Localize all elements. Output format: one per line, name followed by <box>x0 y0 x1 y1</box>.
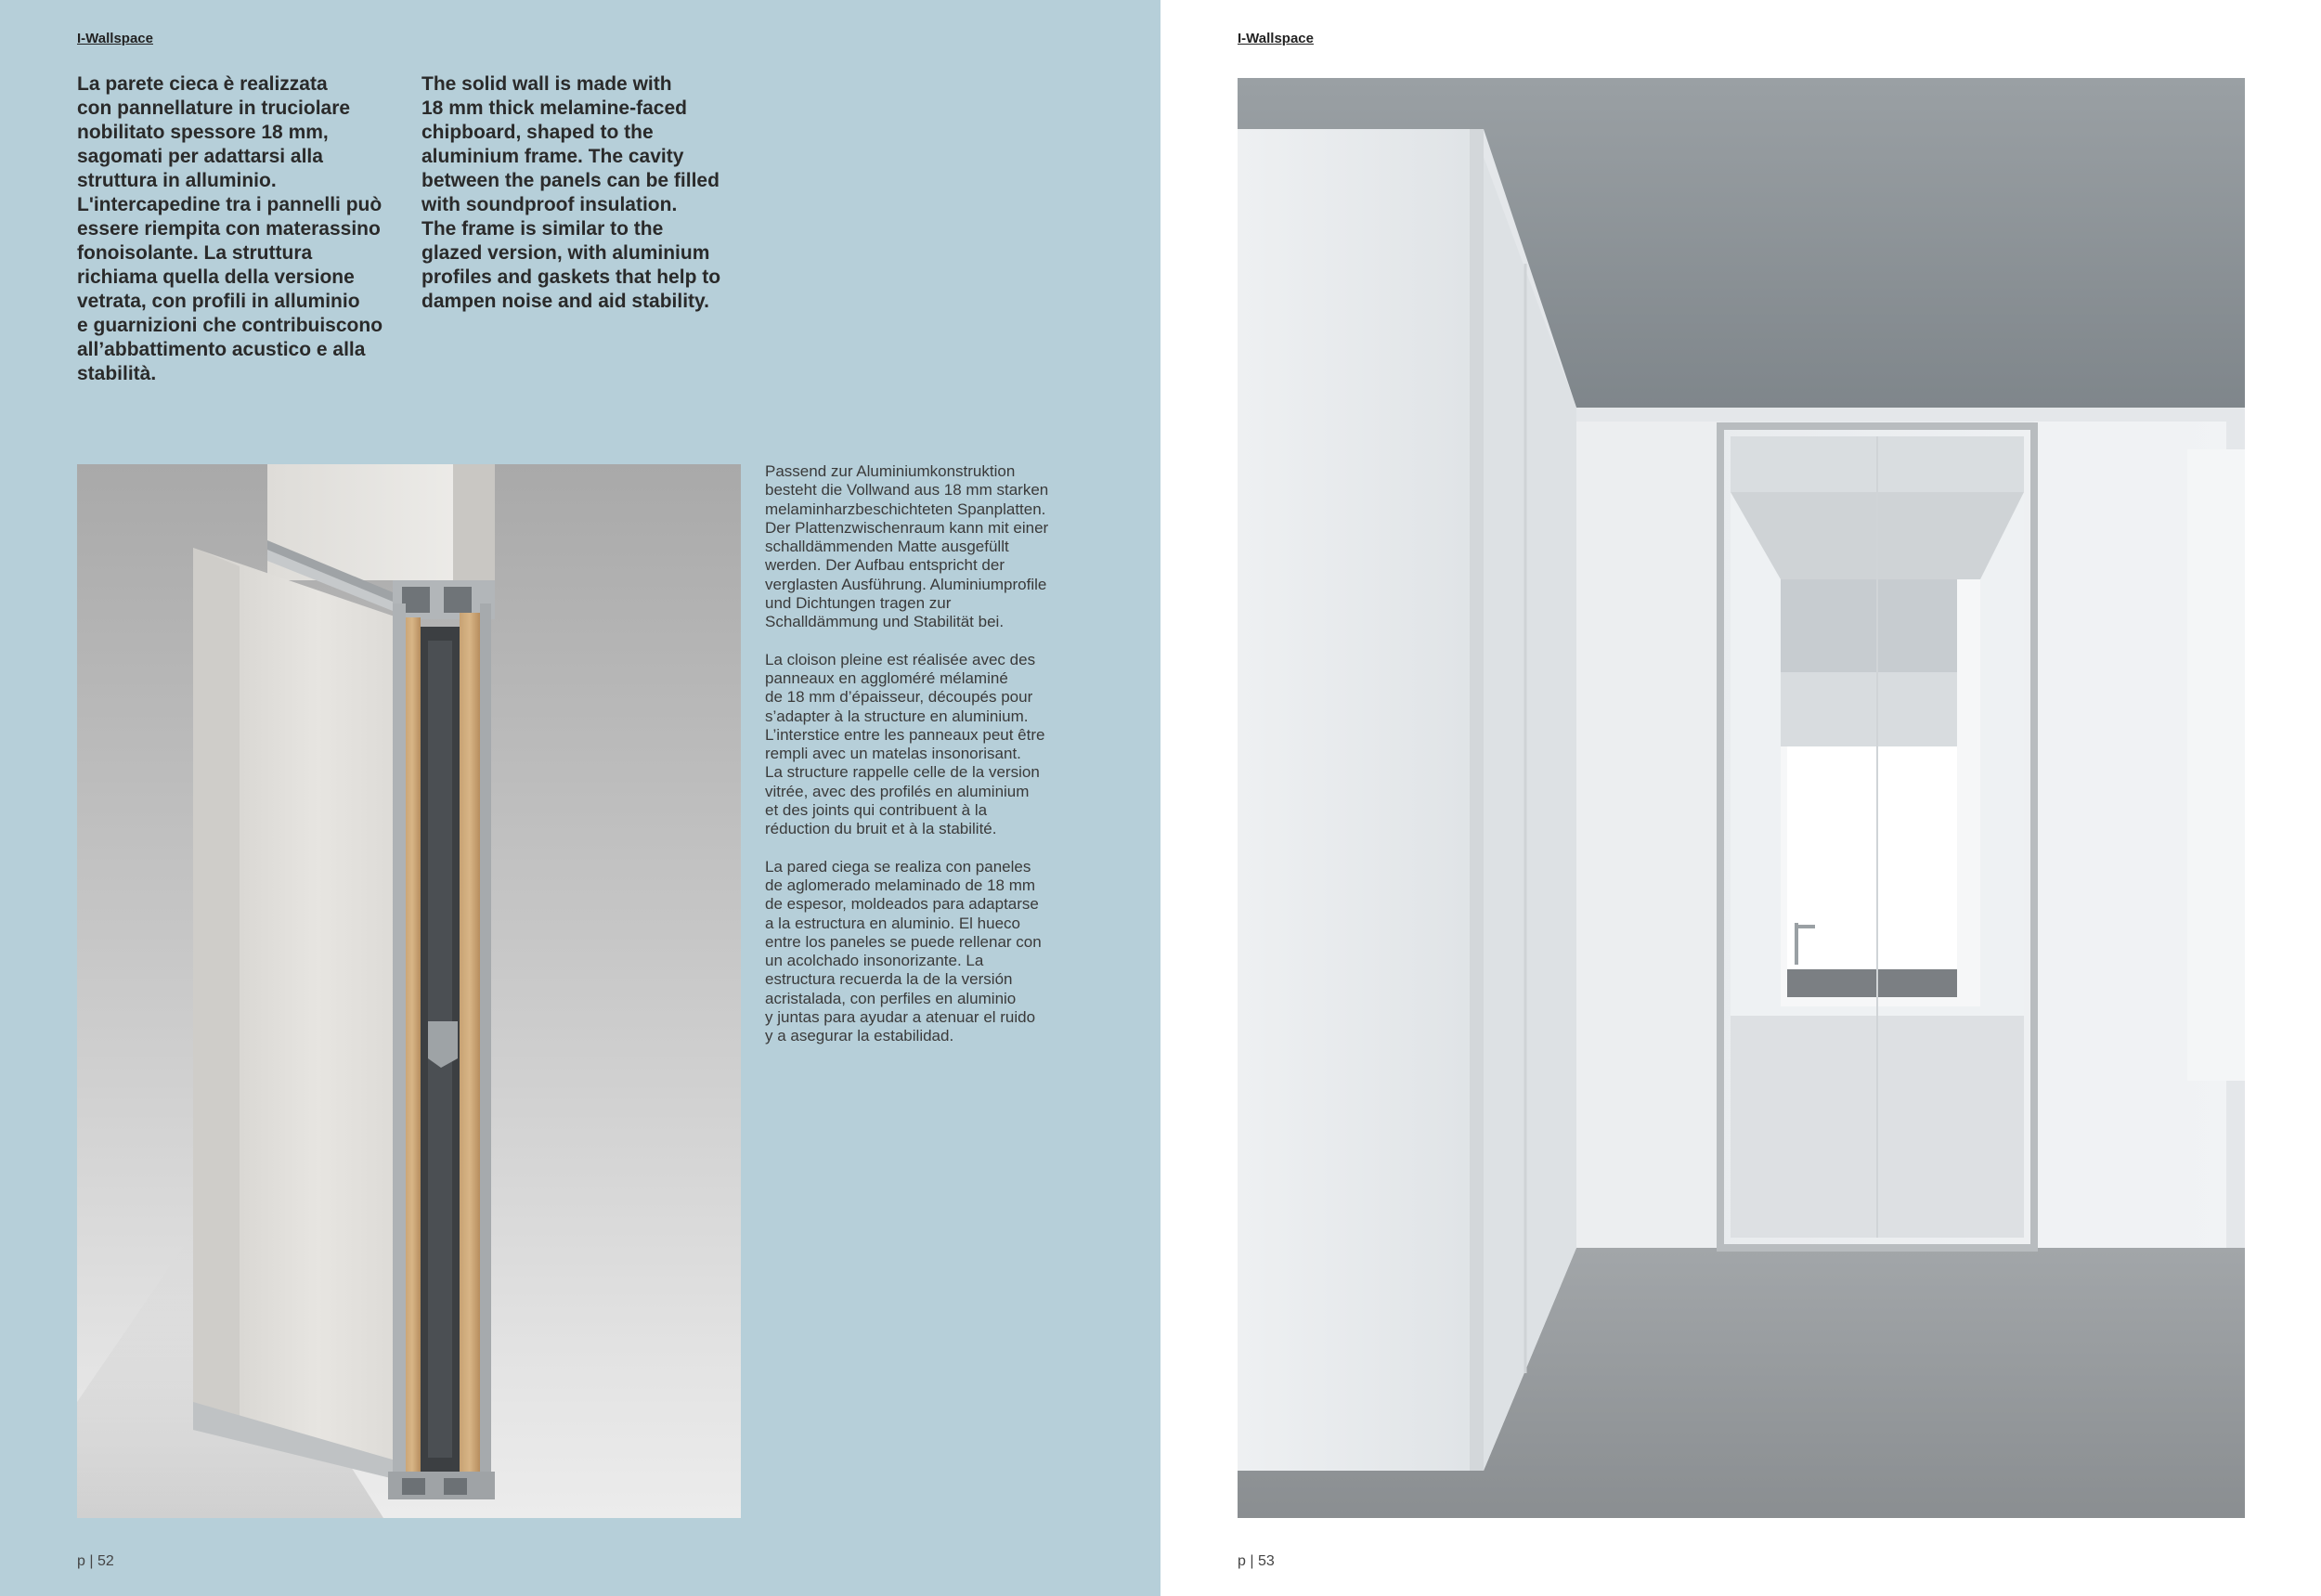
wall-section-photo <box>77 464 741 1518</box>
section-header: I-Wallspace <box>77 31 153 46</box>
interior-illustration <box>1238 78 2245 1518</box>
wall-section-illustration <box>77 464 741 1518</box>
page-number-right: p | 53 <box>1238 1553 1275 1569</box>
intro-english: The solid wall is made with 18 mm thick melamine-faced chipboard, shaped to the aluminium frame. The cavity between the panels can be filled with soundproof insulation. The frame is similar to the glazed version, with aluminium profiles and gaskets that help to dampen noise and aid stability. <box>421 73 721 312</box>
page-number-left: p | 52 <box>77 1553 114 1569</box>
multilingual-body-text <box>765 462 1118 1065</box>
left-page <box>0 0 1160 1596</box>
text-german: Passend zur Aluminiumkonstruktion besteht die Vollwand aus 18 mm starken melaminharzbeschichteten Spanplatten. Der Plattenzwischenraum kann mit einer schalldämmenden Matte ausgefüllt werden. Der Aufbau entspricht der verglasten Ausführung. Aluminiumprofile und Dichtungen tragen zur Schalldämmung und Stabilität bei. <box>765 462 1049 631</box>
section-header: I-Wallspace <box>1238 31 1314 46</box>
intro-italian: La parete cieca è realizzata con pannellature in truciolare nobilitato spessore 18 mm, sagomati per adattarsi alla struttura in alluminio. L'intercapedine tra i pannelli può essere riempita con materassino fonoisolante. La struttura richiama quella della versione vetrata, con profili in alluminio e guarnizioni che contribuiscono all’abbattimento acustico e alla stabilità. <box>77 73 383 384</box>
interior-photo <box>1238 78 2245 1518</box>
text-spanish: La pared ciega se realiza con paneles de aglomerado melaminado de 18 mm de espesor, moldeados para adaptarse a la estructura en aluminio. El hueco entre los paneles se puede rellenar con un acolchado insonorizante. La estructura recuerda la de la versión acristalada, con perfiles en aluminio y juntas para ayudar a atenuar el ruido y a asegurar la estabilidad. <box>765 857 1042 1045</box>
right-page <box>1160 0 2321 1596</box>
text-french: La cloison pleine est réalisée avec des panneaux en aggloméré mélaminé de 18 mm d’épaisseur, découpés pour s’adapter à la structure en aluminium. L’interstice entre les panneaux peut être rempli avec un matelas insonorisant. La structure rappelle celle de la version vitrée, avec des profilés en aluminium et des joints qui contribuent à la réduction du bruit et à la stabilité. <box>765 650 1045 838</box>
